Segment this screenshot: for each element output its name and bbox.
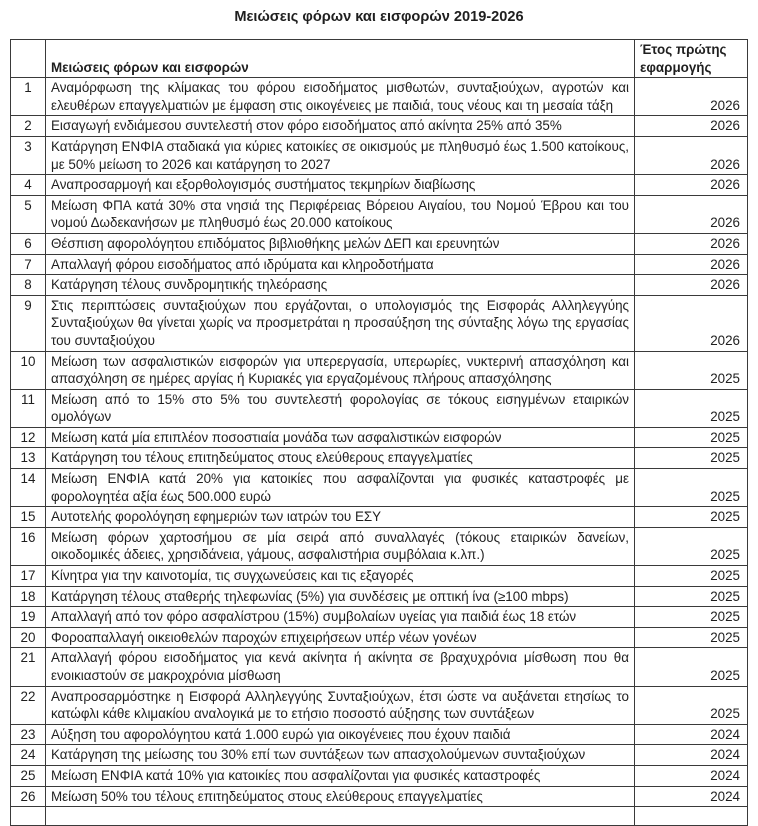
table-row [11, 136, 748, 174]
row-number: 1 [11, 78, 46, 116]
row-number: 26 [11, 786, 46, 807]
row-number: 5 [11, 195, 46, 233]
row-number: 8 [11, 275, 46, 296]
row-description: Απαλλαγή φόρου εισοδήματος για κενά ακίνητα ή ακίνητα σε βραχυχρόνια μίσθωση που θα ενοικιαστούν σε μακροχρόνια μίσθωση [46, 648, 635, 686]
table-row [11, 686, 748, 724]
partial-year-cell [635, 807, 748, 826]
row-year: 2024 [635, 765, 748, 786]
row-number: 6 [11, 233, 46, 254]
row-description: Αυτοτελής φορολόγηση εφημεριών των ιατρών του ΕΣΥ [46, 507, 635, 528]
row-description: Μείωση ΕΝΦΙΑ κατά 20% για κατοικίες που ασφαλίζονται για φυσικές καταστροφές με φορολογητέα αξία έως 500.000 ευρώ [46, 469, 635, 507]
row-year: 2025 [635, 427, 748, 448]
row-number: 24 [11, 745, 46, 766]
row-year: 2026 [635, 78, 748, 116]
row-year: 2024 [635, 786, 748, 807]
table-row [11, 116, 748, 137]
table-row [11, 78, 748, 116]
row-year: 2026 [635, 254, 748, 275]
row-year: 2025 [635, 389, 748, 427]
row-number: 23 [11, 724, 46, 745]
header-row [11, 40, 748, 78]
row-description: Θέσπιση αφορολόγητου επιδόματος βιβλιοθήκης μελών ΔΕΠ και ερευνητών [46, 233, 635, 254]
row-description: Αναμόρφωση της κλίμακας του φόρου εισοδήματος μισθωτών, συνταξιούχων, αγροτών και ελευθέρων επαγγελματιών με έμφαση στις οικογένειες με παιδιά, τους νέους και τη μεσαία τάξη [46, 78, 635, 116]
row-number: 9 [11, 295, 46, 351]
row-description: Μείωση κατά μία επιπλέον ποσοστιαία μονάδα των ασφαλιστικών εισφορών [46, 427, 635, 448]
table-row [11, 627, 748, 648]
row-number: 2 [11, 116, 46, 137]
header-year-cell: Έτος πρώτης εφαρμογής [635, 40, 748, 78]
row-description: Απαλλαγή φόρου εισοδήματος από ιδρύματα και κληροδοτήματα [46, 254, 635, 275]
row-description: Κατάργηση τέλους σταθερής τηλεφωνίας (5%) για συνδέσεις με οπτική ίνα (≥100 mbps) [46, 586, 635, 607]
table-row [11, 745, 748, 766]
row-description: Κατάργηση του τέλους επιτηδεύματος στους ελεύθερους επαγγελματίες [46, 448, 635, 469]
row-year: 2026 [635, 233, 748, 254]
row-description: Φοροαπαλλαγή οικειοθελών παροχών επιχειρήσεων υπέρ νέων γονέων [46, 627, 635, 648]
row-number: 3 [11, 136, 46, 174]
row-number: 4 [11, 175, 46, 196]
row-number: 18 [11, 586, 46, 607]
row-year: 2025 [635, 686, 748, 724]
row-year: 2026 [635, 136, 748, 174]
row-description: Μείωση από το 15% στο 5% του συντελεστή φορολογίας σε τόκους εισηγμένων εταιρικών ομολόγων [46, 389, 635, 427]
row-description: Αναπροσαρμογή και εξορθολογισμός συστήματος τεκμηρίων διαβίωσης [46, 175, 635, 196]
table-footer [11, 807, 748, 826]
row-year: 2025 [635, 351, 748, 389]
partial-cutoff-row [11, 807, 748, 826]
row-year: 2025 [635, 627, 748, 648]
row-year: 2025 [635, 586, 748, 607]
table-row [11, 566, 748, 587]
row-description: Κατάργηση τέλους συνδρομητικής τηλεόρασης [46, 275, 635, 296]
row-number: 16 [11, 527, 46, 565]
row-description: Μείωση φόρων χαρτοσήμου σε μία σειρά από συναλλαγές (τόκους εταιρικών δανείων, οικοδομικές άδειες, χρησιδάνεια, γάμους, ασφαλιστήρια συμβόλαια κ.λπ.) [46, 527, 635, 565]
row-year: 2026 [635, 195, 748, 233]
table-row [11, 469, 748, 507]
row-year: 2026 [635, 295, 748, 351]
table-row [11, 427, 748, 448]
table-row [11, 527, 748, 565]
table-row [11, 295, 748, 351]
row-number: 20 [11, 627, 46, 648]
table-row [11, 648, 748, 686]
table-row [11, 765, 748, 786]
table-row [11, 507, 748, 528]
row-number: 15 [11, 507, 46, 528]
table-row [11, 175, 748, 196]
row-description: Εισαγωγή ενδιάμεσου συντελεστή στον φόρο εισοδήματος από ακίνητα 25% από 35% [46, 116, 635, 137]
row-description: Απαλλαγή από τον φόρο ασφαλίστρου (15%) συμβολαίων υγείας για παιδιά έως 18 ετών [46, 607, 635, 628]
row-description: Μείωση 50% του τέλους επιτηδεύματος στους ελεύθερους επαγγελματίες [46, 786, 635, 807]
row-description: Κατάργηση ΕΝΦΙΑ σταδιακά για κύριες κατοικίες σε οικισμούς με πληθυσμό έως 1.500 κατοίκους, με 50% μείωση το 2026 και κατάργηση το 2027 [46, 136, 635, 174]
header-description-cell: Μειώσεις φόρων και εισφορών [46, 40, 635, 78]
table-row [11, 275, 748, 296]
row-year: 2025 [635, 507, 748, 528]
row-year: 2026 [635, 175, 748, 196]
row-year: 2026 [635, 275, 748, 296]
row-number: 25 [11, 765, 46, 786]
row-description: Μείωση ΕΝΦΙΑ κατά 10% για κατοικίες που ασφαλίζονται για φυσικές καταστροφές [46, 765, 635, 786]
table-row [11, 389, 748, 427]
row-number: 13 [11, 448, 46, 469]
row-number: 12 [11, 427, 46, 448]
row-description: Κατάργηση της μείωσης του 30% επί των συντάξεων των απασχολούμενων συνταξιούχων [46, 745, 635, 766]
table-row [11, 607, 748, 628]
table-row [11, 724, 748, 745]
row-description: Μείωση των ασφαλιστικών εισφορών για υπερεργασία, υπερωρίες, νυκτερινή απασχόληση και απασχόληση σε ημέρες αργίας ή Κυριακές για εργαζομένους πλήρους απασχόλησης [46, 351, 635, 389]
row-year: 2025 [635, 566, 748, 587]
table-row [11, 195, 748, 233]
row-year: 2025 [635, 448, 748, 469]
header-number-cell [11, 40, 46, 78]
row-number: 10 [11, 351, 46, 389]
row-year: 2024 [635, 745, 748, 766]
row-description: Κίνητρα για την καινοτομία, τις συγχωνεύσεις και τις εξαγορές [46, 566, 635, 587]
row-year: 2024 [635, 724, 748, 745]
row-description: Στις περιπτώσεις συνταξιούχων που εργάζονται, ο υπολογισμός της Εισφοράς Αλληλεγγύης Συνταξιούχων θα γίνεται χωρίς να προσμετράται η προσαύξηση της σύνταξης λόγω της εργασίας του συνταξιούχου [46, 295, 635, 351]
partial-number-cell [11, 807, 46, 826]
row-number: 17 [11, 566, 46, 587]
row-number: 14 [11, 469, 46, 507]
table-row [11, 233, 748, 254]
table-header [11, 40, 748, 78]
table-body [11, 78, 748, 807]
row-number: 19 [11, 607, 46, 628]
row-number: 7 [11, 254, 46, 275]
row-description: Αναπροσαρμόστηκε η Εισφορά Αλληλεγγύης Συνταξιούχων, έτσι ώστε να αυξάνεται ετησίως το κατώφλι κάθε κλιμακίου αναλογικά με το ετήσιο ποσοστό αύξησης των συντάξεων [46, 686, 635, 724]
row-number: 21 [11, 648, 46, 686]
row-description: Μείωση ΦΠΑ κατά 30% στα νησιά της Περιφέρειας Βόρειου Αιγαίου, του Νομού Έβρου και του νομού Δωδεκανήσων με πληθυσμό έως 20.000 κατοίκους [46, 195, 635, 233]
table-row [11, 448, 748, 469]
row-year: 2025 [635, 469, 748, 507]
row-number: 11 [11, 389, 46, 427]
partial-description-cell [46, 807, 635, 826]
table-row [11, 786, 748, 807]
row-number: 22 [11, 686, 46, 724]
row-year: 2025 [635, 527, 748, 565]
page-title: Μειώσεις φόρων και εισφορών 2019-2026 [234, 9, 524, 25]
row-year: 2025 [635, 607, 748, 628]
row-description: Αύξηση του αφορολόγητου κατά 1.000 ευρώ για οικογένειες που έχουν παιδιά [46, 724, 635, 745]
row-year: 2025 [635, 648, 748, 686]
table-row [11, 586, 748, 607]
tax-reductions-table [10, 39, 748, 826]
row-year: 2026 [635, 116, 748, 137]
table-row [11, 351, 748, 389]
table-row [11, 254, 748, 275]
